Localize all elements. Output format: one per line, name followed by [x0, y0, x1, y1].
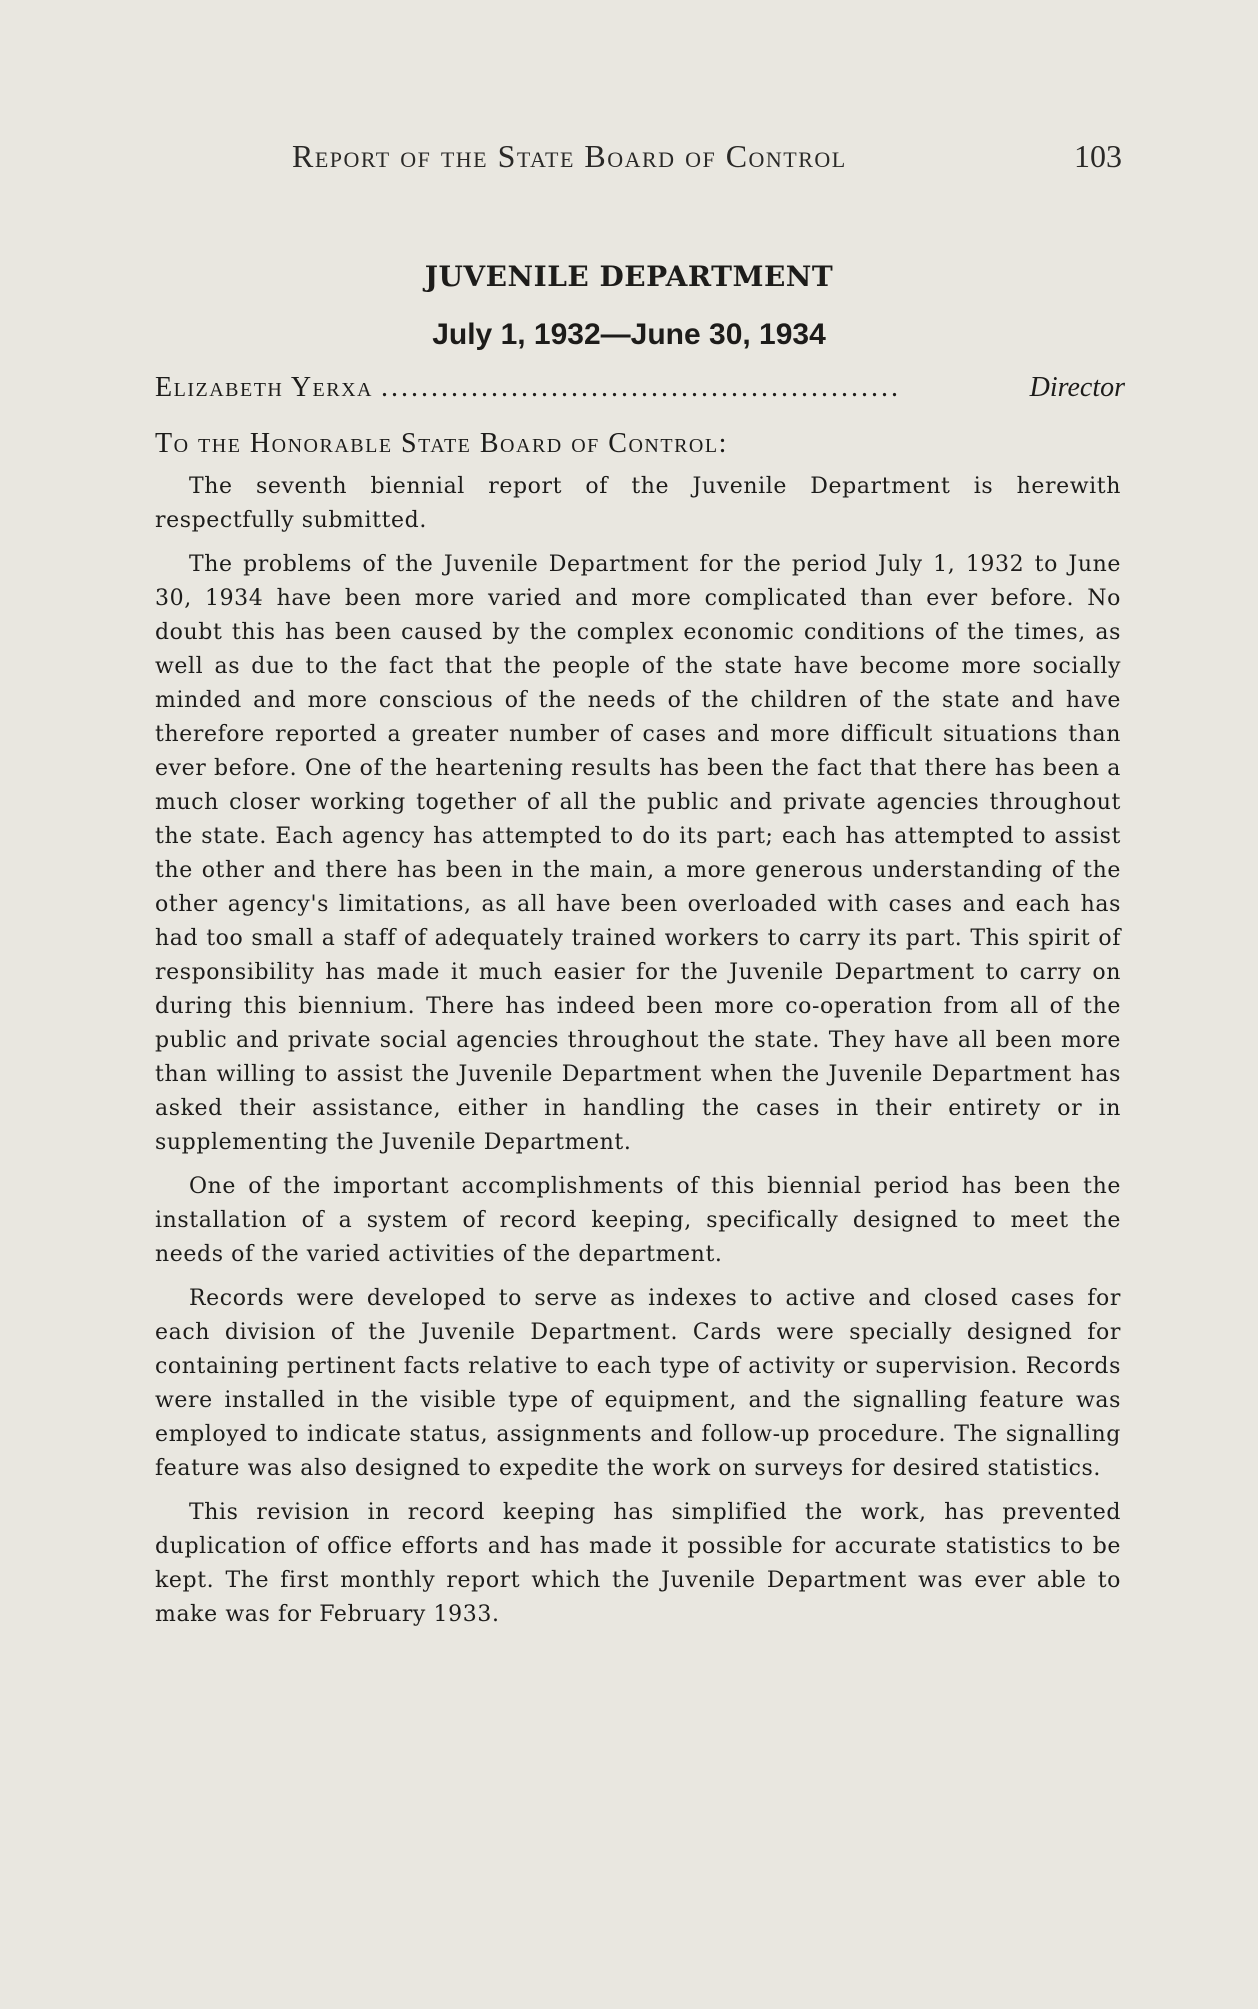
dot-leader: .................................................... [380, 372, 901, 403]
paragraph-3: One of the important accomplishments of this biennial period has been the installation of a system of record keeping, specifically designed to meet the needs of the varied activities of the department. [155, 1174, 1121, 1267]
running-title: Report of the State Board of Control [292, 138, 847, 174]
director-role: Director [1029, 372, 1125, 403]
report-body [155, 470, 1121, 1642]
report-period: July 1, 1932—June 30, 1934 [432, 318, 826, 351]
running-head [292, 138, 1122, 186]
paragraph-5: This revision in record keeping has simplified the work, has prevented duplication of office efforts and has made it possible for accurate statistics to be kept. The first monthly report which the Juvenile Department was ever able to make was for February 1933. [155, 1500, 1121, 1627]
section-title: JUVENILE DEPARTMENT [424, 260, 834, 293]
page-number: 103 [1074, 138, 1122, 174]
paragraph-1: The seventh biennial report of the Juvenile Department is herewith respectfully submitted. [155, 474, 1121, 533]
paragraph-2: The problems of the Juvenile Department for the period July 1, 1932 to June 30, 1934 have been more varied and more complicated than ever before. No doubt this has been caused by the complex economic conditions of the times, as well as due to the fact that the people of the state have become more socially minded and more conscious of the needs of the children of the state and have therefore reported a greater number of cases and more difficult situations than ever before. One of the heartening results has been the fact that there has been a much closer working together of all the public and private agencies throughout the state. Each agency has attempted to do its part; each has attempted to assist the other and there has been in the main, a more generous understanding of the other agency's limitations, as all have been overloaded with cases and each has had too small a staff of adequately trained workers to carry its part. This spirit of responsibility has made it much easier for the Juvenile Department to carry on during this biennium. There has indeed been more co-operation from all of the public and private social agencies throughout the state. They have all been more than willing to assist the Juvenile Department when the Juvenile Department has asked their assistance, either in handling the cases in their entirety or in supplementing the Juvenile Department. [155, 552, 1121, 1155]
director-name: Elizabeth Yerxa [155, 372, 373, 403]
paragraph-4: Records were developed to serve as indexes to active and closed cases for each division of the Juvenile Department. Cards were specially designed for containing pertinent facts relative to each type of activity or supervision. Records were installed in the visible type of equipment, and the signalling feature was employed to indicate status, assignments and follow-up procedure. The signalling feature was also designed to expedite the work on surveys for desired statistics. [155, 1286, 1121, 1481]
salutation: To the Honorable State Board of Control: [155, 428, 728, 459]
director-line [155, 372, 1125, 412]
